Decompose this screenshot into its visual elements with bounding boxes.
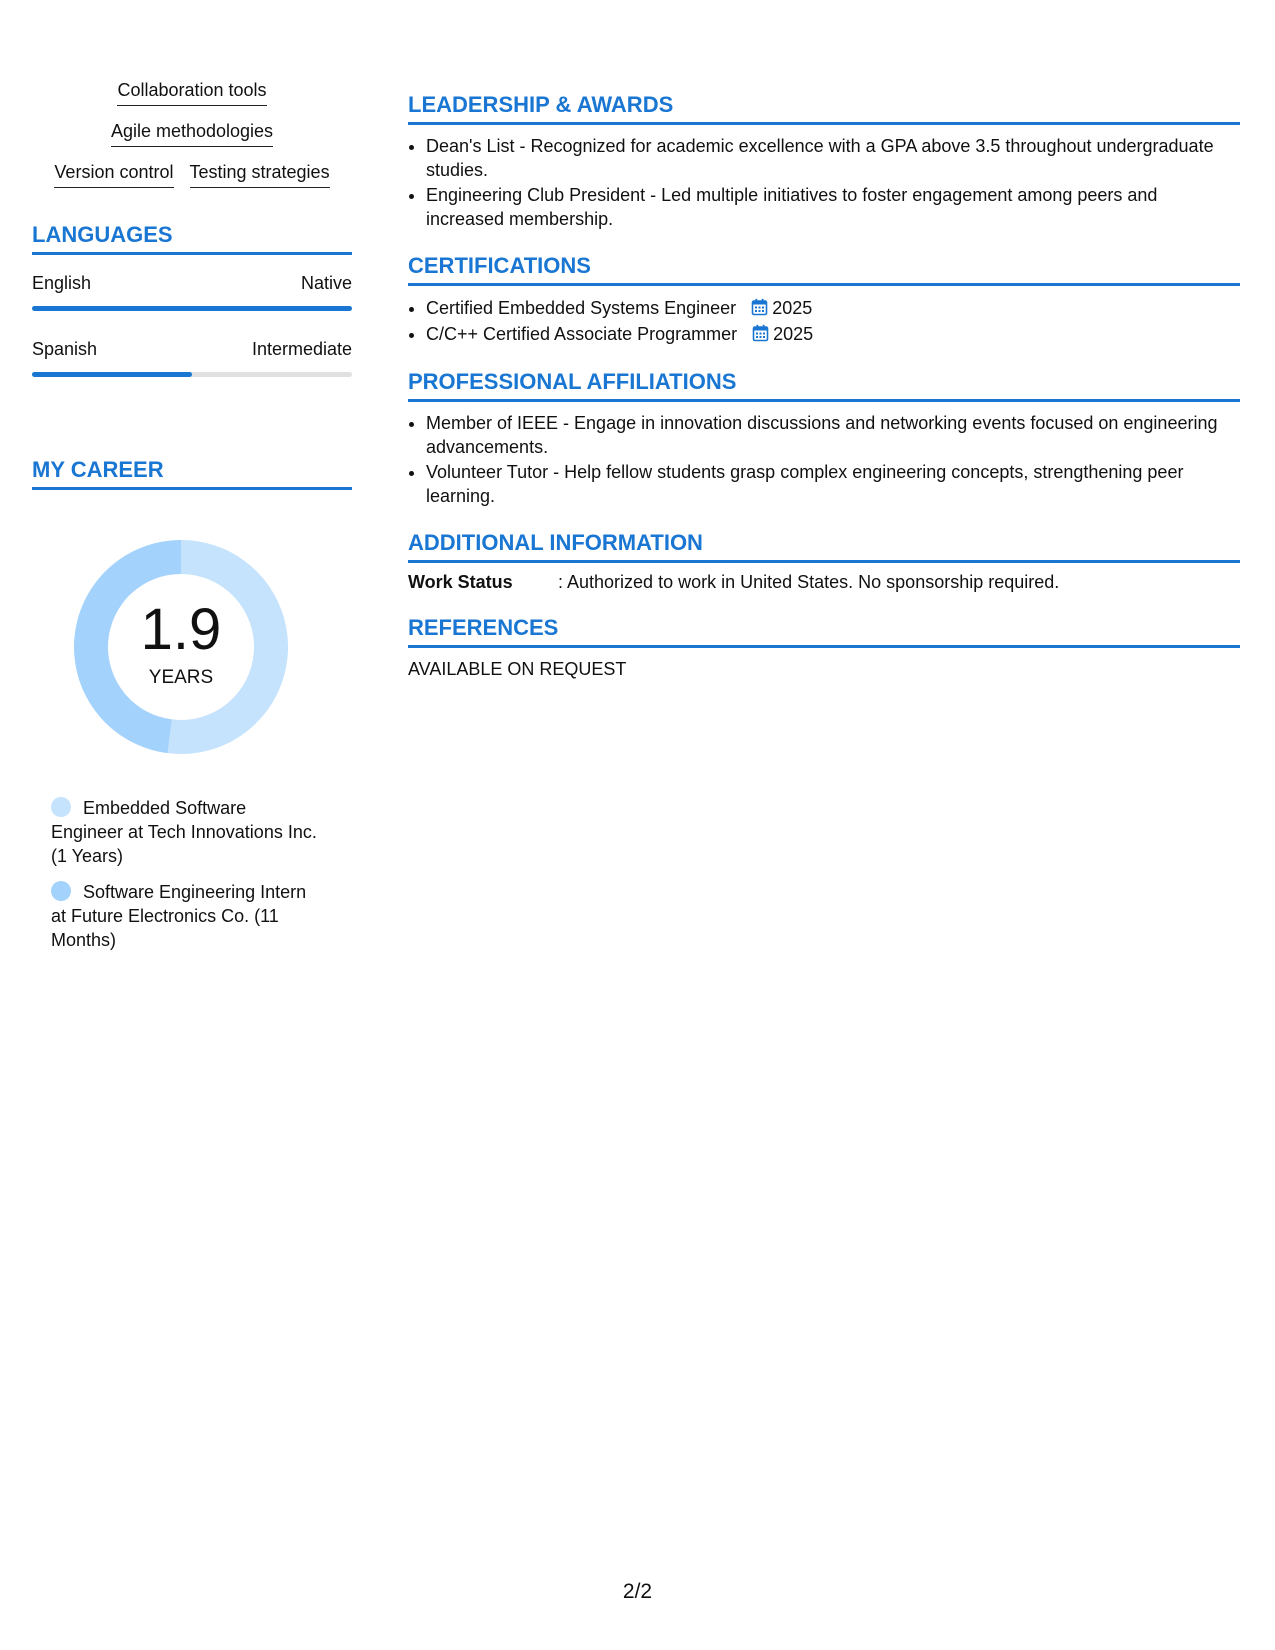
page-number: 2/2 — [622, 1580, 653, 1603]
language-item — [32, 339, 352, 377]
certification-year: 2025 — [772, 298, 813, 318]
certification-year: 2025 — [773, 324, 814, 344]
affiliation-item: • Member of IEEE - Engage in innovation discussions and networking events focused on engineering advancements. — [426, 411, 1240, 459]
calendar-icon — [751, 298, 768, 316]
leadership-item: • Engineering Club President - Led multiple initiatives to foster engagement among peers and increased membership. — [426, 183, 1240, 231]
legend-dot — [51, 797, 71, 817]
skill-tag: Testing strategies — [190, 162, 330, 188]
language-item — [32, 273, 352, 311]
work-status-value: : Authorized to work in United States. No sponsorship required. — [558, 572, 1060, 592]
calendar-icon — [752, 324, 769, 342]
certification-item — [426, 321, 1240, 347]
leadership-title: LEADERSHIP & AWARDS — [408, 92, 1240, 125]
certification-name: Certified Embedded Systems Engineer — [426, 298, 737, 318]
career-legend-label: Embedded Software Engineer at Tech Innovations Inc. (1 Years) — [51, 798, 317, 866]
language-bar — [32, 306, 352, 311]
language-bar-fill — [32, 306, 352, 311]
career-donut-chart — [66, 532, 296, 762]
language-bar-fill — [32, 372, 192, 377]
additional-info-title: ADDITIONAL INFORMATION — [408, 530, 1240, 563]
languages-title: LANGUAGES — [32, 222, 352, 255]
left-column — [32, 80, 352, 964]
language-name: English — [32, 273, 92, 293]
language-bar — [32, 372, 352, 377]
skill-tag: Version control — [54, 162, 173, 188]
certification-item — [426, 295, 1240, 321]
references-text: AVAILABLE ON REQUEST — [408, 659, 627, 679]
skills-list — [32, 80, 352, 188]
leadership-list — [408, 134, 1240, 231]
skill-tag: Collaboration tools — [117, 80, 266, 106]
certification-name: C/C++ Certified Associate Programmer — [426, 324, 738, 344]
career-total: 1.9 — [140, 597, 222, 662]
certifications-title: CERTIFICATIONS — [408, 253, 1240, 286]
career-unit: YEARS — [148, 667, 214, 688]
affiliations-list — [408, 411, 1240, 508]
affiliation-item: • Volunteer Tutor - Help fellow students grasp complex engineering concepts, strengthening peer learning. — [426, 460, 1240, 508]
career-legend-item — [51, 796, 321, 868]
references-title: REFERENCES — [408, 615, 1240, 648]
language-level: Intermediate — [251, 339, 352, 359]
legend-dot — [51, 881, 71, 901]
certifications-list — [408, 295, 1240, 347]
skill-tag: Agile methodologies — [111, 121, 273, 147]
language-name: Spanish — [32, 339, 98, 359]
leadership-item: • Dean's List - Recognized for academic excellence with a GPA above 3.5 throughout undergraduate studies. — [426, 134, 1240, 182]
career-title: MY CAREER — [32, 457, 352, 490]
career-legend-item — [51, 880, 321, 952]
career-legend-label: Software Engineering Intern at Future Electronics Co. (11 Months) — [51, 882, 307, 950]
work-status-row — [408, 572, 1240, 593]
career-legend — [51, 796, 321, 952]
right-column — [408, 92, 1240, 680]
affiliations-title: PROFESSIONAL AFFILIATIONS — [408, 369, 1240, 402]
work-status-label: Work Status — [408, 572, 513, 592]
language-level: Native — [300, 273, 352, 293]
